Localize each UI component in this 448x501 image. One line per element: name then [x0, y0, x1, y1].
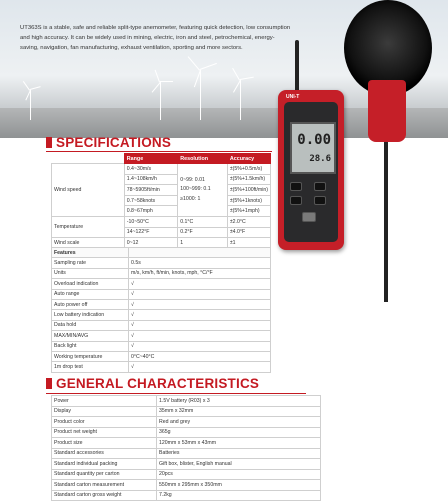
table-row: Power 1.5V battery (R03) x 3 [52, 396, 321, 407]
table-row: Auto power off √ [52, 299, 271, 309]
device-button [290, 182, 302, 191]
table-cell: 0.1°C [178, 216, 228, 227]
table-row: Display 35mm x 32mm [52, 406, 321, 417]
table-row: Standard carton measurement 550mm x 295mm x 350mm [52, 480, 321, 491]
general-heading: GENERAL CHARACTERISTICS [46, 376, 259, 391]
row-label-wind-speed: Wind speed [52, 164, 125, 217]
table-cell: ±1 [227, 238, 270, 249]
table-row: Working temperature 0°C~40°C [52, 351, 271, 361]
specifications-table [51, 153, 271, 249]
table-row: Sampling rate 0.5s [52, 258, 271, 268]
device-button [290, 196, 302, 205]
table-cell: 78~5905ft/min [124, 185, 177, 196]
table-cell: ±2.0°C [227, 216, 270, 227]
table-cell: ±(5%+1mph) [227, 206, 270, 217]
table-row: Data hold √ [52, 320, 271, 330]
table-cell: 14~122°F [124, 227, 177, 238]
table-cell: 1.4~108km/h [124, 174, 177, 185]
general-rule [46, 393, 306, 394]
table-cell: 0.7~58knots [124, 195, 177, 206]
table-row: MAX/MIN/AVG √ [52, 331, 271, 341]
specifications-heading: SPECIFICATIONS [46, 135, 171, 150]
row-label-wind-scale: Wind scale [52, 238, 125, 249]
table-cell: 0.2°F [178, 227, 228, 238]
lcd-sub-reading: 28.6 [309, 154, 331, 164]
table-cell: 0~99: 0.01 100~999: 0.1 ≥1000: 1 [178, 164, 228, 217]
power-button [302, 212, 316, 222]
table-row: Units m/s, km/h, ft/min, knots, mph, °C/°F [52, 268, 271, 278]
table-cell: ±4.0°F [227, 227, 270, 238]
anemometer-device-image [278, 90, 344, 250]
lcd-main-reading: 0.00 [297, 132, 331, 148]
table-row: Overload indication √ [52, 279, 271, 289]
device-brand: UNI-T [286, 94, 300, 100]
table-row: Auto range √ [52, 289, 271, 299]
table-cell: 1 [178, 238, 228, 249]
table-row: Standard carton gross weight 7.2kg [52, 490, 321, 501]
row-label-temperature: Temperature [52, 216, 125, 237]
table-cell: 0.8~67mph [124, 206, 177, 217]
table-row: Low battery indication √ [52, 310, 271, 320]
table-cell: ±(5%+100ft/min) [227, 185, 270, 196]
table-cell: 0~12 [124, 238, 177, 249]
table-cell: ±(5%+0.5m/s) [227, 164, 270, 175]
intro-text: UT363S is a stable, safe and reliable split-type anemometer, featuring quick detection, low consumption and high accuracy. It can be widely used in mining, electric, iron and steel, petrochemical, energy-saving, navigation, fan manufacturing, exhaust ventilation, sporting and more sectors. [20, 25, 291, 51]
sensor-cable [295, 40, 299, 95]
device-button [314, 182, 326, 191]
device-button [314, 196, 326, 205]
table-row: Standard quantity per carton 20pcs [52, 469, 321, 480]
col-header-resolution: Resolution [178, 154, 228, 164]
table-row: Product color Red and grey [52, 417, 321, 428]
features-header: Features [52, 248, 129, 258]
table-cell: -10~50°C [124, 216, 177, 227]
table-row: 1m drop test √ [52, 362, 271, 372]
table-row: Product size 120mm x 53mm x 43mm [52, 438, 321, 449]
specifications-rule [46, 151, 272, 152]
vane-sensor-image [336, 0, 436, 150]
table-row: Standard accessories Batteries [52, 448, 321, 459]
table-cell: 0.4~30m/s [124, 164, 177, 175]
features-table [51, 247, 271, 373]
table-row: Standard individual packing Gift box, blister, English manual [52, 459, 321, 470]
device-lcd [290, 122, 336, 174]
col-header-range: Range [124, 154, 177, 164]
col-header-accuracy: Accuracy [227, 154, 270, 164]
table-cell: ±(5%+1knots) [227, 195, 270, 206]
general-table [51, 395, 321, 501]
table-cell: ±(5%+1.5km/h) [227, 174, 270, 185]
table-row: Back light √ [52, 341, 271, 351]
table-row: Product net weight 365g [52, 427, 321, 438]
